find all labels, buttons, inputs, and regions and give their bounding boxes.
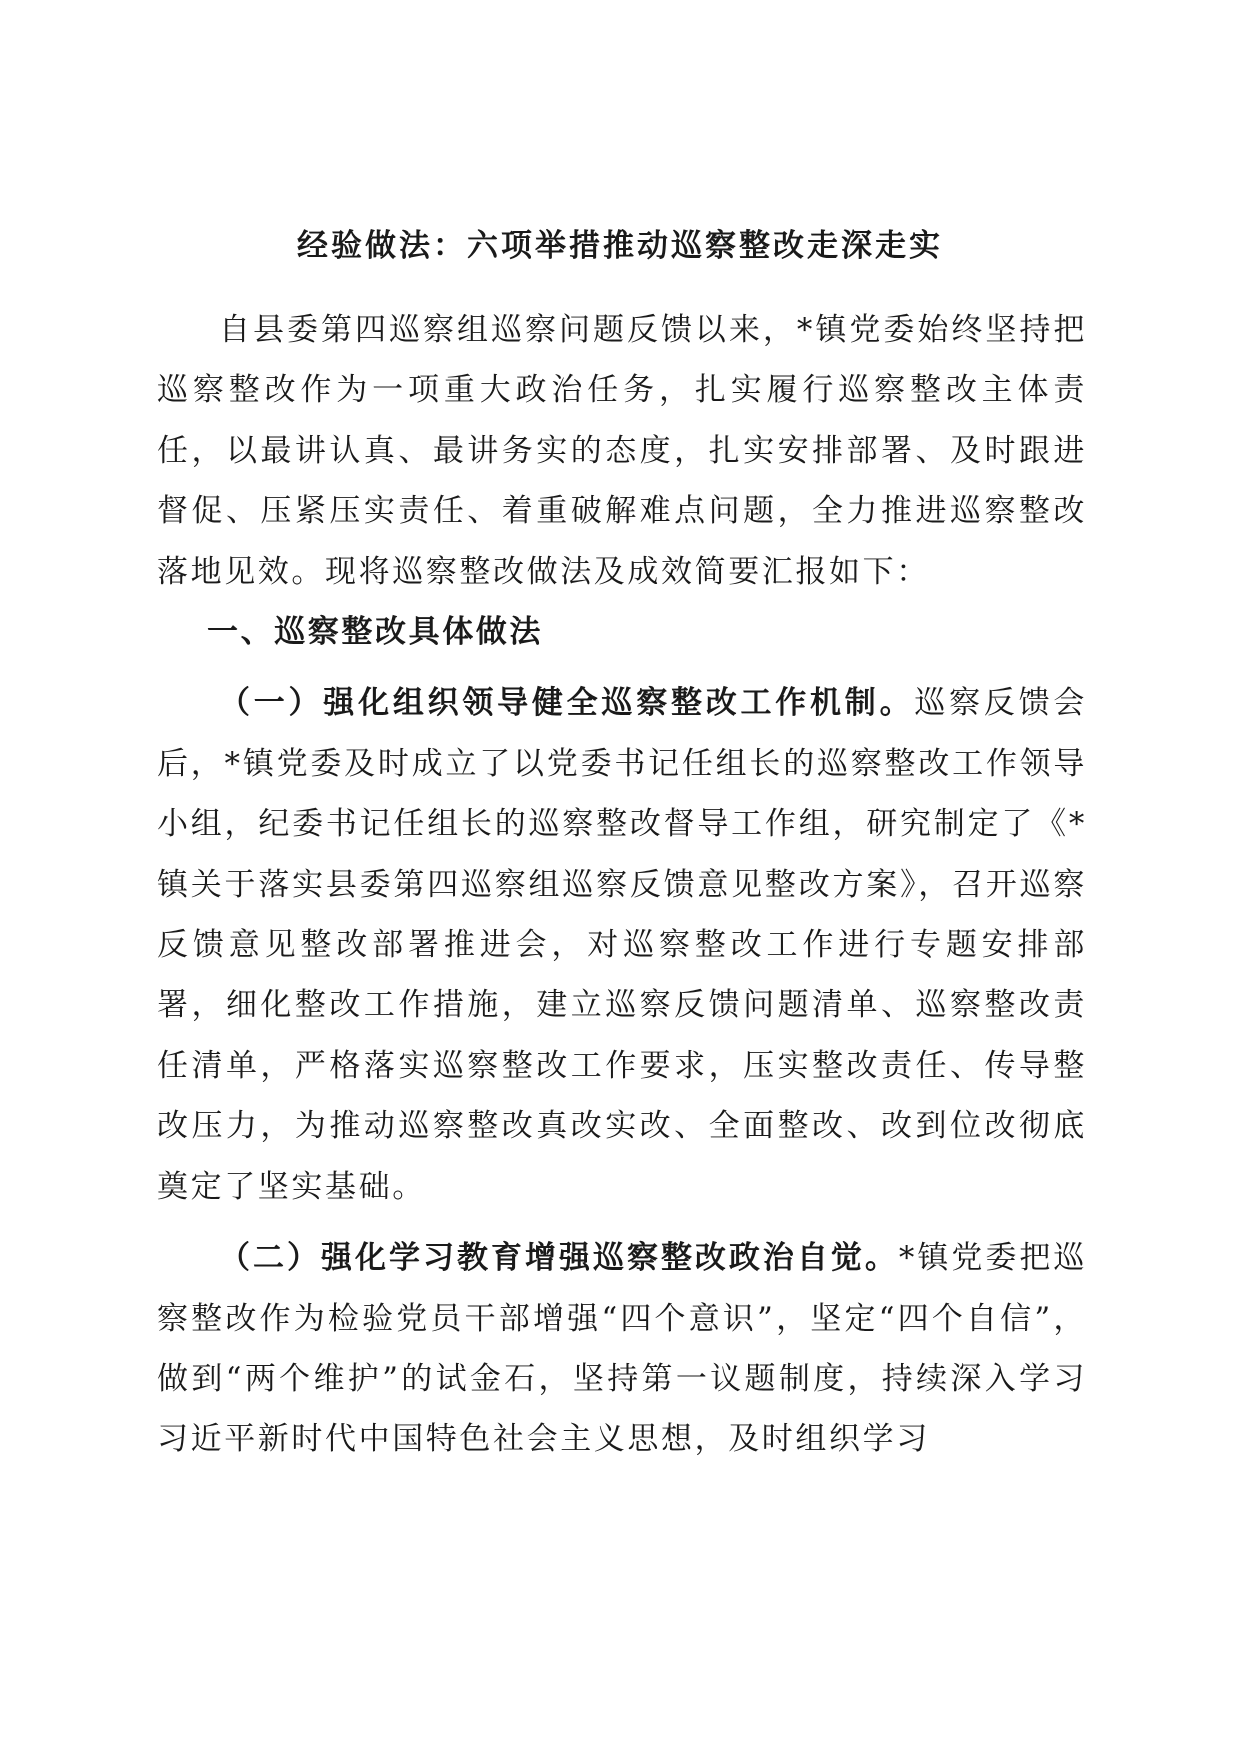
item-2-lead: （二）强化学习教育增强巡察整改政治自觉。 xyxy=(219,1240,899,1277)
intro-paragraph: 自县委第四巡察组巡察问题反馈以来，*镇党委始终坚持把巡察整改作为一项重大政治任务，扎实履行巡察整改主体责任，以最讲认真、最讲务实的态度，扎实安排部署、及时跟进督促、压紧压实责任、着重破解难点问题，全力推进巡察整改落地见效。现将巡察整改做法及成效简要汇报如下： xyxy=(157,312,1087,590)
item-1-lead: （一）强化组织领导健全巡察整改工作机制。 xyxy=(219,685,915,722)
item-2-paragraph xyxy=(157,1228,1087,1470)
section-heading: 一、巡察整改具体做法 xyxy=(207,614,543,651)
item-1-paragraph xyxy=(157,673,1087,1217)
item-1-text: 巡察反馈会后，*镇党委及时成立了以党委书记任组长的巡察整改工作领导小组，纪委书记任组长的巡察整改督导工作组，研究制定了《*镇关于落实县委第四巡察组巡察反馈意见整改方案》，召开巡察反馈意见整改部署推进会，对巡察整改工作进行专题安排部署，细化整改工作措施，建立巡察反馈问题清单、巡察整改责任清单，严格落实巡察整改工作要求，压实整改责任、传导整改压力，为推动巡察整改真改实改、全面整改、改到位改彻底奠定了坚实基础。 xyxy=(157,685,1088,1205)
document-body xyxy=(157,300,1087,1470)
item-2-text: *镇党委把巡察整改作为检验党员干部增强“四个意识”，坚定“四个自信”，做到“两个维护”的试金石，坚持第一议题制度，持续深入学习习近平新时代中国特色社会主义思想，及时组织学习 xyxy=(157,1240,1087,1458)
document-title: 经验做法：六项举措推动巡察整改走深走实 xyxy=(297,228,943,264)
